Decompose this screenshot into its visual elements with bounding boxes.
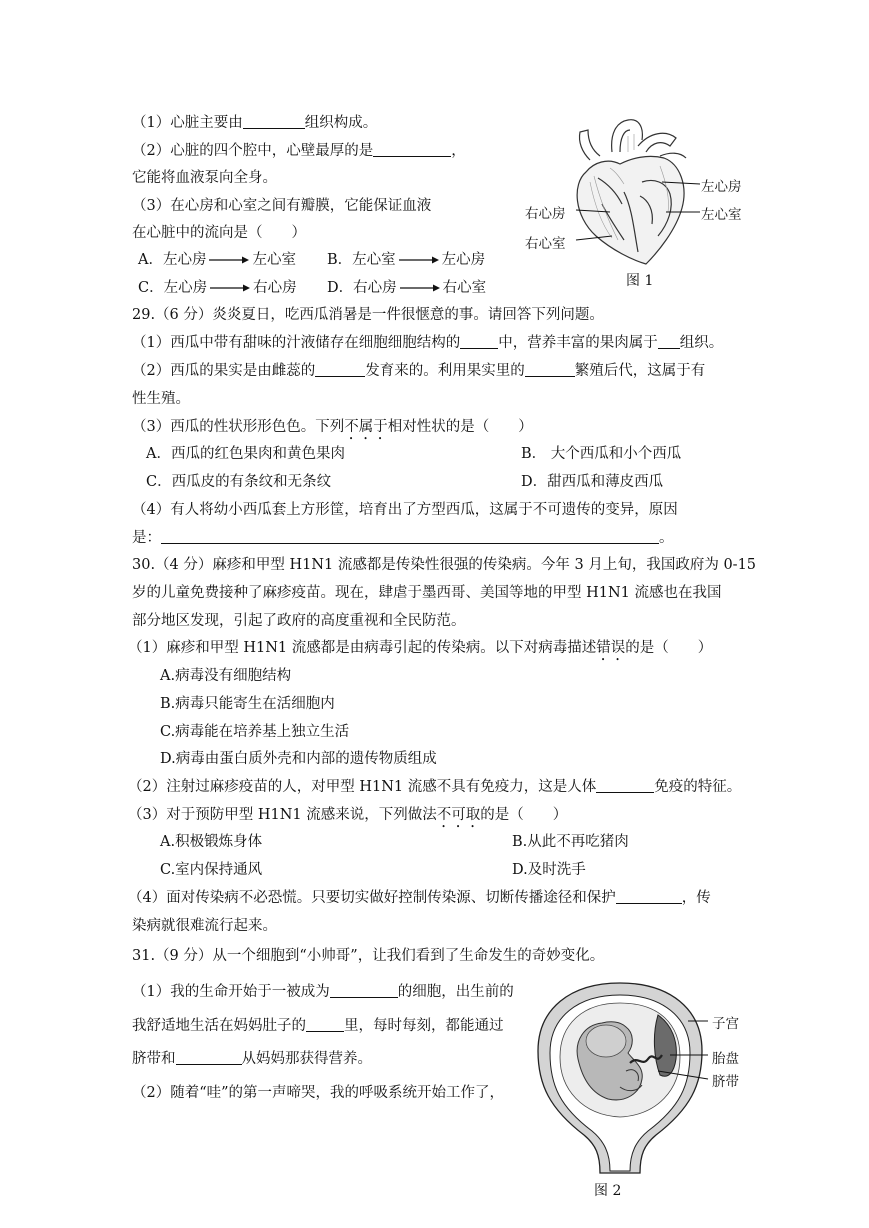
q28-option-c[interactable]: C．左心房 右心房 (138, 280, 297, 296)
q29-part4-cont: 是： 。 (132, 530, 674, 546)
answer-blank[interactable] (176, 1050, 242, 1065)
label-uterus: 子宫 (712, 1016, 739, 1032)
arrow-right-icon (400, 283, 440, 293)
q28-part2: （2）心脏的四个腔中，心壁最厚的是 ， (132, 143, 466, 159)
label-right-ventricle: 右心室 (525, 236, 566, 252)
q31-part2: （2）随着“哇”的第一声啼哭，我的呼吸系统开始工作了， (132, 1085, 505, 1101)
answer-blank[interactable] (596, 778, 654, 793)
q30-1-option-c[interactable]: C.病毒能在培养基上独立生活 (160, 724, 350, 740)
answer-blank[interactable] (460, 334, 498, 349)
q30-1-option-d[interactable]: D.病毒由蛋白质外壳和内部的遗传物质组成 (160, 751, 437, 767)
q28-part2-cont: 它能将血液泵向全身。 (132, 170, 277, 186)
q29-option-d[interactable]: D．甜西瓜和薄皮西瓜 (521, 474, 664, 490)
arrow-right-icon (209, 255, 249, 265)
q30-3-option-a[interactable]: A.积极锻炼身体 (160, 834, 263, 850)
fetus-uterus-diagram (530, 975, 710, 1180)
q29-part2-cont: 性生殖。 (132, 391, 190, 407)
label-left-ventricle: 左心室 (701, 207, 742, 223)
q29-part3: （3）西瓜的性状形形色色。下列不属于相对性状的是（ ） (132, 419, 533, 435)
figure-2-caption: 图 2 (594, 1183, 622, 1199)
q30-part3: （3）对于预防甲型 H1N1 流感来说，下列做法不可取的是（ ） (128, 807, 568, 823)
q29-part1: （1）西瓜中带有甜味的汁液储存在细胞细胞结构的 中，营养丰富的果肉属于 组织。 (132, 335, 724, 351)
q29-part2: （2）西瓜的果实是由雌蕊的 发育来的。利用果实里的 繁殖后代，这属于有 (132, 363, 706, 379)
q30-heading-line2: 岁的儿童免费接种了麻疹疫苗。现在，肆虐于墨西哥、美国等地的甲型 H1N1 流感也在我国 (132, 585, 722, 601)
q30-part2: （2）注射过麻疹疫苗的人，对甲型 H1N1 流感不具有免疫力，这是人体 免疫的特征。 (128, 779, 742, 795)
answer-blank[interactable] (330, 983, 398, 998)
answer-blank[interactable] (315, 362, 365, 377)
answer-blank[interactable] (161, 529, 659, 544)
answer-blank[interactable] (616, 889, 682, 904)
arrow-right-icon (210, 283, 250, 293)
q30-part4: （4）面对传染病不必恐慌。只要切实做好控制传染源、切断传播途径和保护 ，传 (128, 890, 711, 906)
answer-blank[interactable] (525, 362, 575, 377)
q30-3-option-c[interactable]: C.室内保持通风 (160, 862, 263, 878)
q29-part4: （4）有人将幼小西瓜套上方形筐，培育出了方型西瓜，这属于不可遗传的变异，原因 (132, 502, 678, 518)
q31-part1-cont2: 脐带和 从妈妈那获得营养。 (132, 1051, 372, 1067)
answer-blank[interactable] (373, 142, 451, 157)
answer-blank[interactable] (306, 1017, 344, 1032)
q30-3-option-b[interactable]: B.从此不再吃猪肉 (512, 834, 629, 850)
q31-part1: （1）我的生命开始于一被成为 的细胞，出生前的 (132, 984, 514, 1000)
q28-option-d[interactable]: D．右心房 右心室 (327, 280, 487, 296)
label-left-atrium: 左心房 (701, 179, 742, 195)
arrow-right-icon (399, 255, 439, 265)
q28-part3-cont: 在心脏中的流向是（ ） (132, 225, 306, 241)
q28-part3: （3）在心房和心室之间有瓣膜，它能保证血液 (132, 198, 432, 214)
label-placenta: 胎盘 (712, 1051, 739, 1067)
figure-1-caption: 图 1 (626, 273, 654, 289)
q28-part1: （1）心脏主要由 组织构成。 (132, 115, 378, 131)
q30-3-option-d[interactable]: D.及时洗手 (512, 862, 586, 878)
q29-option-b[interactable]: B． 大个西瓜和小个西瓜 (521, 446, 682, 462)
label-right-atrium: 右心房 (525, 206, 566, 222)
answer-blank[interactable] (243, 114, 305, 129)
q31-part1-cont: 我舒适地生活在妈妈肚子的 里，每时每刻，都能通过 (132, 1018, 504, 1034)
q28-option-a[interactable]: A．左心房 左心室 (138, 252, 296, 268)
q30-1-option-a[interactable]: A.病毒没有细胞结构 (160, 668, 292, 684)
answer-blank[interactable] (658, 334, 680, 349)
label-umbilical-cord: 脐带 (712, 1074, 739, 1090)
q29-heading: 29.（6 分）炎炎夏日，吃西瓜消暑是一件很惬意的事。请回答下列问题。 (132, 307, 604, 323)
q30-heading-line3: 部分地区发现，引起了政府的高度重视和全民防范。 (132, 613, 466, 629)
q30-1-option-b[interactable]: B.病毒只能寄生在活细胞内 (160, 696, 335, 712)
q30-heading: 30.（4 分）麻疹和甲型 H1N1 流感都是传染性很强的传染病。今年 3 月上旬，我国政府为 0-15 (132, 557, 757, 573)
q29-option-c[interactable]: C．西瓜皮的有条纹和无条纹 (146, 474, 332, 490)
q30-part4-cont: 染病就很难流行起来。 (132, 918, 277, 934)
q31-heading: 31.（9 分）从一个细胞到“小帅哥”，让我们看到了生命发生的奇妙变化。 (132, 948, 605, 964)
q30-part1: （1）麻疹和甲型 H1N1 流感都是由病毒引起的传染病。以下对病毒描述错误的是（ ） (128, 640, 713, 656)
q29-option-a[interactable]: A．西瓜的红色果肉和黄色果肉 (146, 446, 345, 462)
q28-option-b[interactable]: B．左心室 左心房 (327, 252, 486, 268)
